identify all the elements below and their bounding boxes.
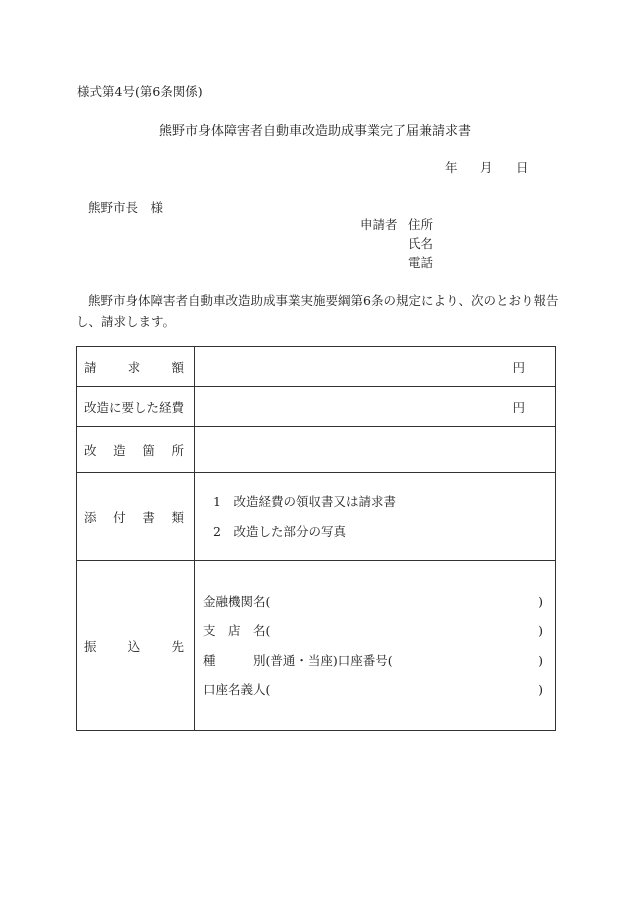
claim-amount-label-char: 求	[127, 359, 141, 375]
transfer-label-char: 先	[171, 638, 184, 654]
date-month-label: 月	[480, 160, 493, 175]
close-paren: )	[538, 682, 543, 697]
transfer-label-char: 振	[84, 638, 97, 654]
branch-name-line[interactable]	[203, 616, 543, 646]
bank-name-line[interactable]	[203, 587, 543, 617]
transfer-label-char: 込	[127, 638, 141, 654]
attachments-label	[77, 473, 195, 561]
document-title: 熊野市身体障害者自動車改造助成事業完了届兼請求書	[158, 124, 471, 139]
claim-amount-label	[77, 347, 195, 387]
cost-row	[77, 387, 556, 427]
location-label-char: 改	[84, 442, 97, 458]
bank-name-label: 金融機関名(	[203, 593, 271, 609]
transfer-label	[77, 561, 195, 731]
account-type-number-label: 種 別(普通・当座)口座番号(	[203, 652, 393, 668]
attachment-item-photo: 2 改造した部分の写真	[213, 523, 346, 539]
claim-amount-label-char: 額	[171, 359, 184, 375]
transfer-details	[195, 561, 556, 731]
applicant-label: 申請者	[360, 217, 398, 232]
attachments-label-char: 書	[142, 509, 155, 525]
close-paren: )	[538, 623, 543, 638]
attachments-list	[195, 473, 556, 561]
cost-field[interactable]	[195, 387, 556, 427]
yen-unit: 円	[512, 359, 525, 375]
location-label-char: 所	[171, 442, 184, 458]
account-type-number-line[interactable]	[203, 646, 543, 676]
attachments-label-char: 添	[84, 509, 97, 525]
branch-name-label: 支 店 名(	[203, 623, 271, 638]
location-row	[77, 427, 556, 473]
claim-amount-field[interactable]	[195, 347, 556, 387]
location-label-char: 造	[113, 442, 126, 458]
attachments-row	[77, 473, 556, 561]
yen-unit: 円	[512, 399, 525, 415]
location-label-char: 箇	[142, 442, 155, 458]
account-holder-line[interactable]	[203, 675, 543, 705]
attachment-item-receipt: 1 改造経費の領収書又は請求書	[213, 493, 396, 509]
close-paren: )	[538, 593, 543, 609]
cost-label	[77, 387, 195, 427]
attachments-label-char: 類	[171, 509, 184, 525]
addressee: 熊野市長 様	[88, 200, 164, 215]
location-label	[77, 427, 195, 473]
body-text-line-1: 熊野市身体障害者自動車改造助成事業実施要綱第6条の規定により、次のとおり報告	[88, 293, 559, 308]
date-day-label: 日	[516, 160, 529, 175]
applicant-phone-label: 電話	[408, 255, 434, 270]
applicant-name-label: 氏名	[408, 236, 434, 251]
account-holder-label: 口座名義人(	[203, 682, 271, 697]
body-text-line-2: し、請求します。	[76, 314, 176, 329]
date-year-label: 年	[445, 160, 458, 175]
location-field[interactable]	[195, 427, 556, 473]
applicant-address-label: 住所	[408, 217, 434, 232]
claim-table	[76, 346, 556, 731]
attachments-label-char: 付	[113, 509, 126, 525]
claim-amount-row	[77, 347, 556, 387]
cost-label-text: 改造に要した経費	[84, 399, 185, 415]
transfer-row	[77, 561, 556, 731]
claim-amount-label-char: 請	[84, 359, 97, 375]
form-number: 様式第4号(第6条関係)	[77, 84, 203, 99]
close-paren: )	[538, 652, 543, 668]
